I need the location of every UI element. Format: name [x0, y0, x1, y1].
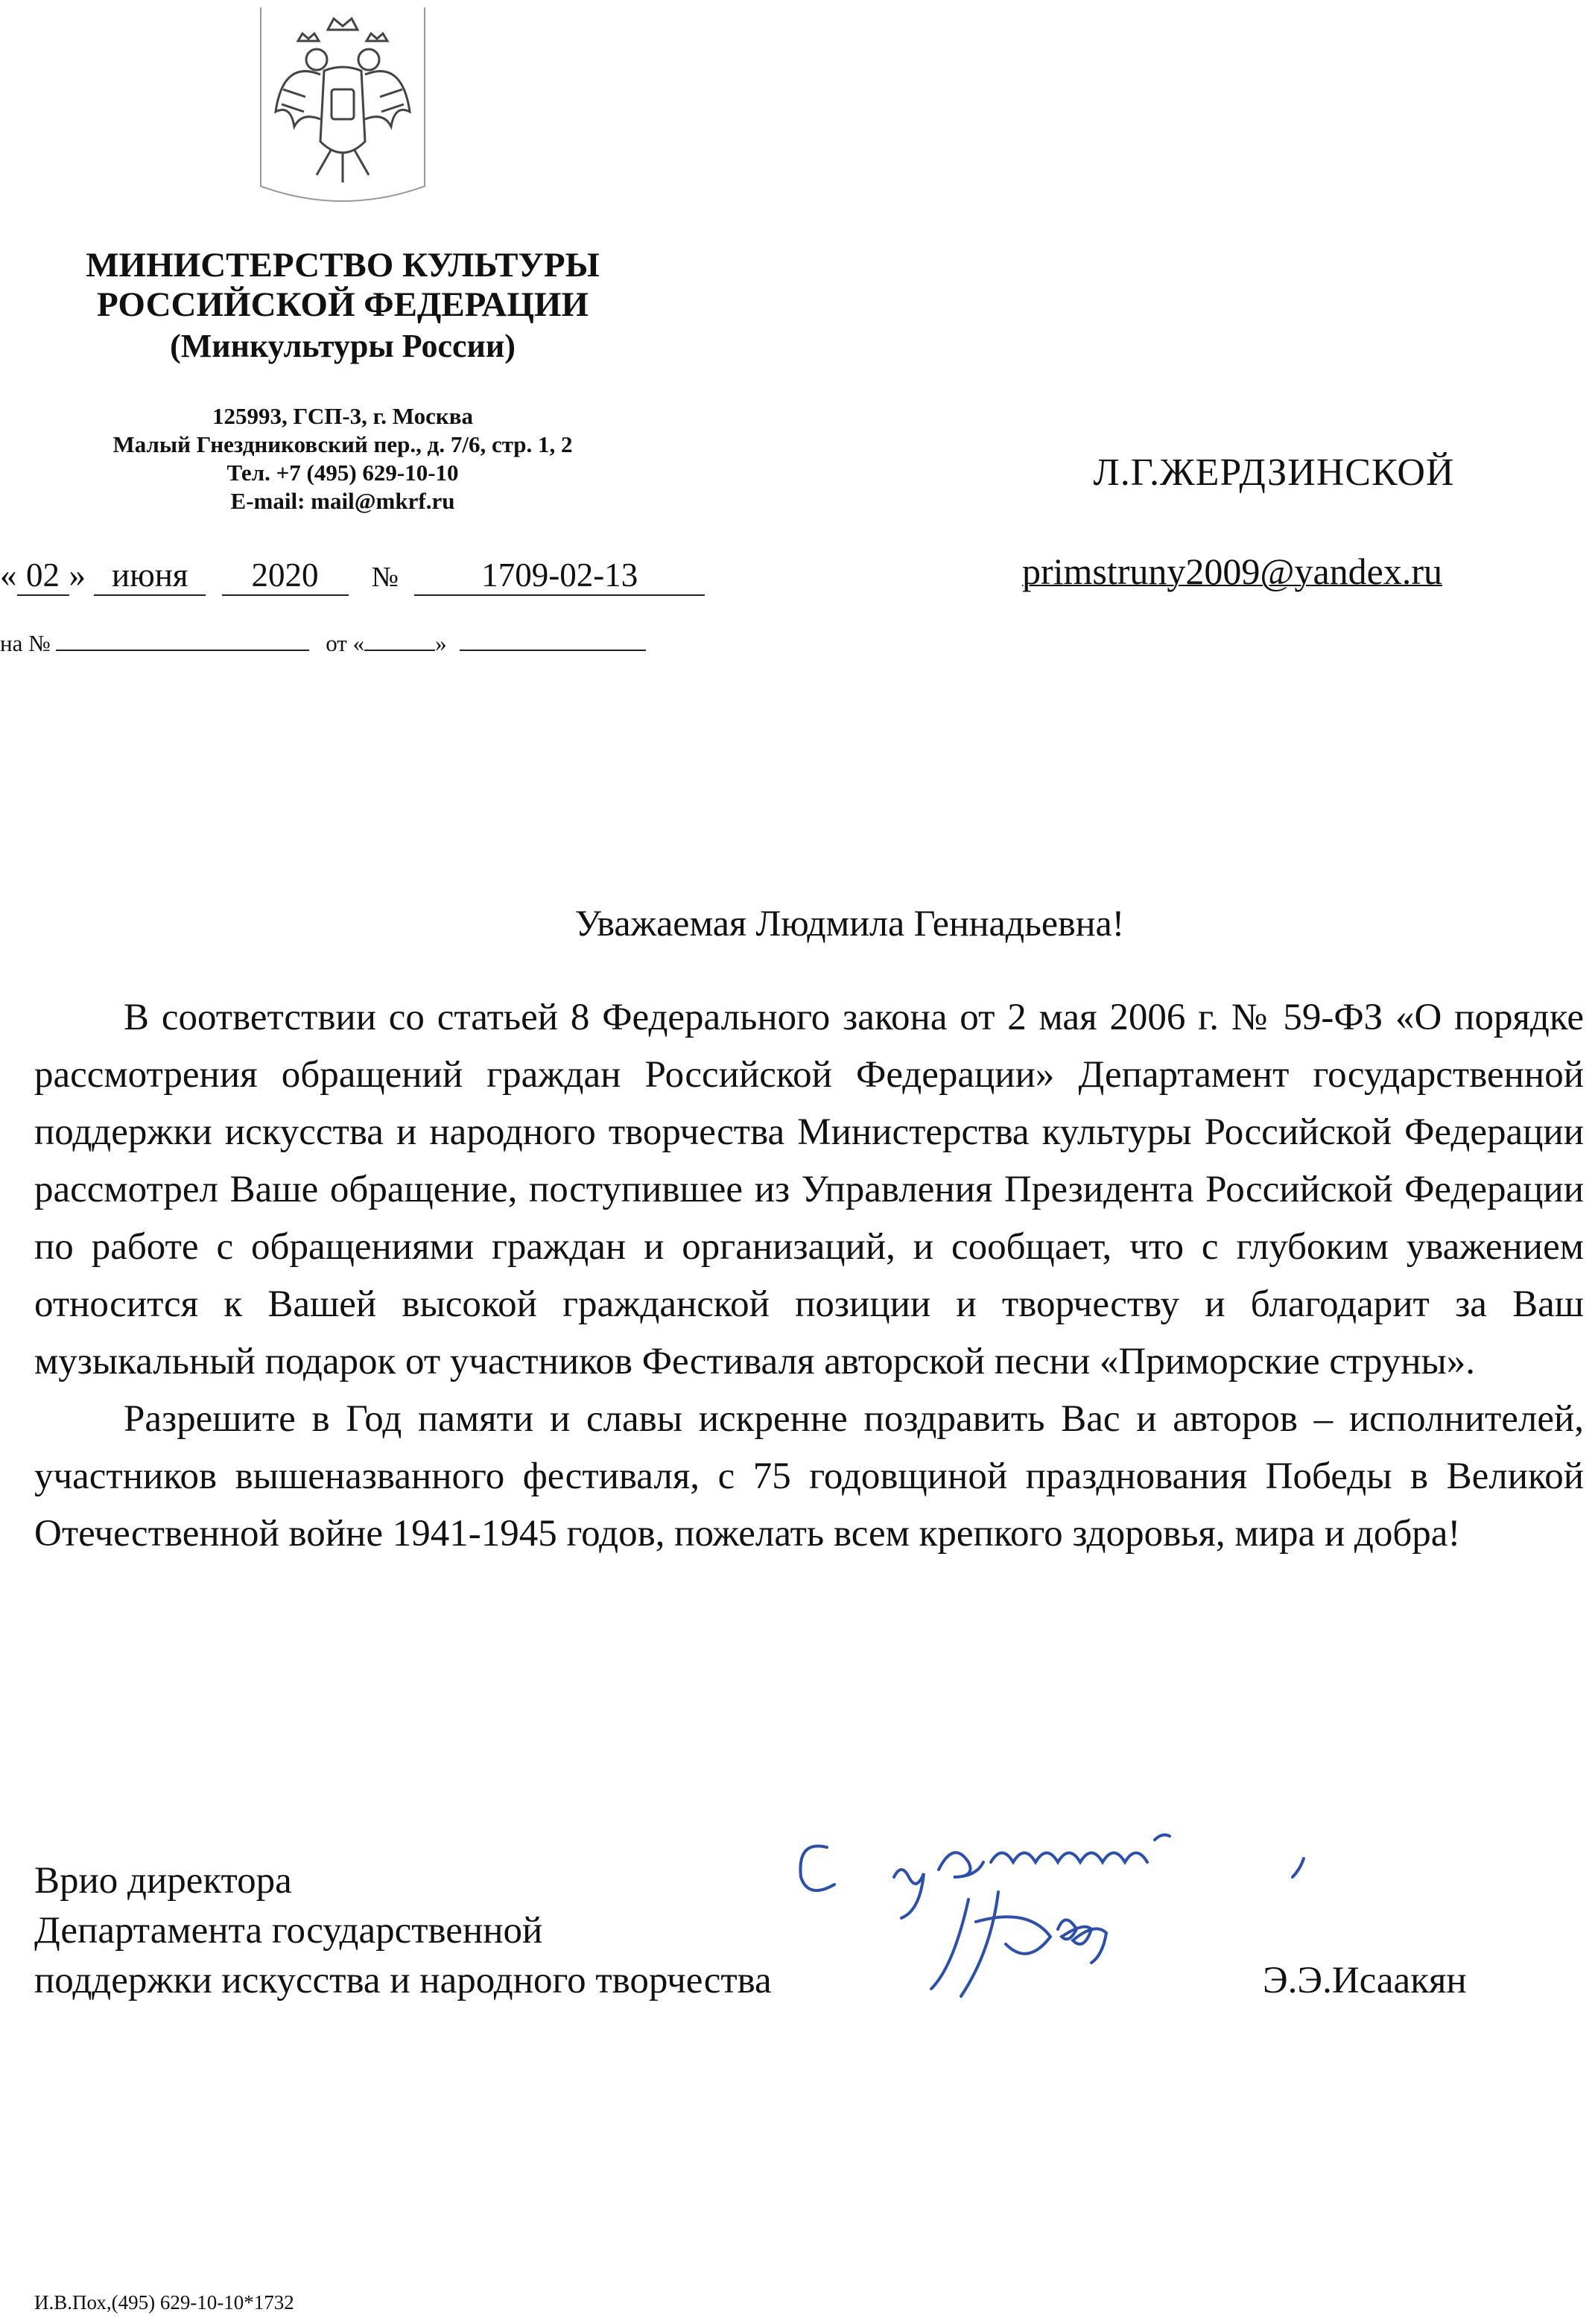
- executor-footer: И.В.Пох,(495) 629-10-10*1732: [34, 2291, 294, 2314]
- address-line2: Малый Гнездниковский пер., д. 7/6, стр. 1, 2: [112, 431, 573, 457]
- position-line1: Врио директора: [34, 1860, 292, 1902]
- date-year: 2020: [222, 556, 349, 596]
- position-line3: поддержки искусства и народного творчества: [34, 1960, 772, 2001]
- signatory-position: [34, 1856, 772, 2006]
- ref-number-blank: [56, 627, 309, 651]
- position-line2: Департамента государственной: [34, 1910, 543, 1952]
- date-day: 02: [17, 556, 69, 596]
- recipient-name: Л.Г.ЖЕРДЗИНСКОЙ: [1093, 451, 1455, 494]
- coat-of-arms-icon: [223, 0, 462, 223]
- date-number-line: [0, 556, 705, 596]
- recipient-email[interactable]: primstruny2009@yandex.ru: [1022, 550, 1443, 592]
- address-line1: 125993, ГСП-3, г. Москва: [212, 403, 473, 429]
- ministry-name-line1: МИНИСТЕРСТВО КУЛЬТУРЫ: [86, 246, 600, 285]
- date-open-quote: «: [0, 556, 17, 594]
- phone-line: Тел. +7 (495) 629-10-10: [226, 460, 459, 486]
- reference-line: [0, 627, 646, 657]
- date-month: июня: [94, 556, 206, 596]
- signatory-name: Э.Э.Исаакян: [1263, 1960, 1467, 2001]
- ref-close: »: [435, 630, 447, 656]
- document-number: 1709-02-13: [414, 556, 705, 596]
- salutation: [0, 901, 1595, 944]
- ref-day-blank: [364, 627, 435, 651]
- ref-prefix: на №: [0, 630, 51, 656]
- ministry-name-line2: РОССИЙСКОЙ ФЕДЕРАЦИИ: [97, 285, 589, 324]
- number-sign: №: [371, 562, 399, 593]
- salutation-text: Уважаемая Людмила Геннадьевна!: [574, 902, 1125, 944]
- email-line: E-mail: mail@mkrf.ru: [230, 488, 455, 514]
- ref-date-blank: [460, 627, 646, 651]
- body-paragraph-2: Разрешите в Год памяти и славы искренне поздравить Вас и авторов – исполнителей, участников вышеназванного фестиваля, с 75 годовщиной празднования Победы в Великой Отечественной войне 1941-1945 годов, пожелать всем крепкого здоровья, мира и добра!: [34, 1398, 1584, 1555]
- ministry-short-name: (Минкультуры России): [170, 328, 516, 364]
- body-paragraph-1: В соответствии со статьей 8 Федерального закона от 2 мая 2006 г. № 59-ФЗ «О порядке рассмотрения обращений граждан Российской Федерации» Департамент государственной поддержки искусства и народного творчества Министерства культуры Российской Федерации рассмотрел Ваше обращение, поступившее из Управления Президента Российской Федерации по работе с обращениями граждан и организаций, и сообщает, что с глубоким уважением относится к Вашей высокой гражданской позиции и творчеству и благодарит за Ваш музыкальный подарок от участников Фестиваля авторской песни «Приморские струны».: [34, 997, 1584, 1382]
- date-close-quote: »: [69, 556, 86, 594]
- ref-from: от «: [326, 630, 365, 656]
- letter-body: [34, 989, 1584, 1563]
